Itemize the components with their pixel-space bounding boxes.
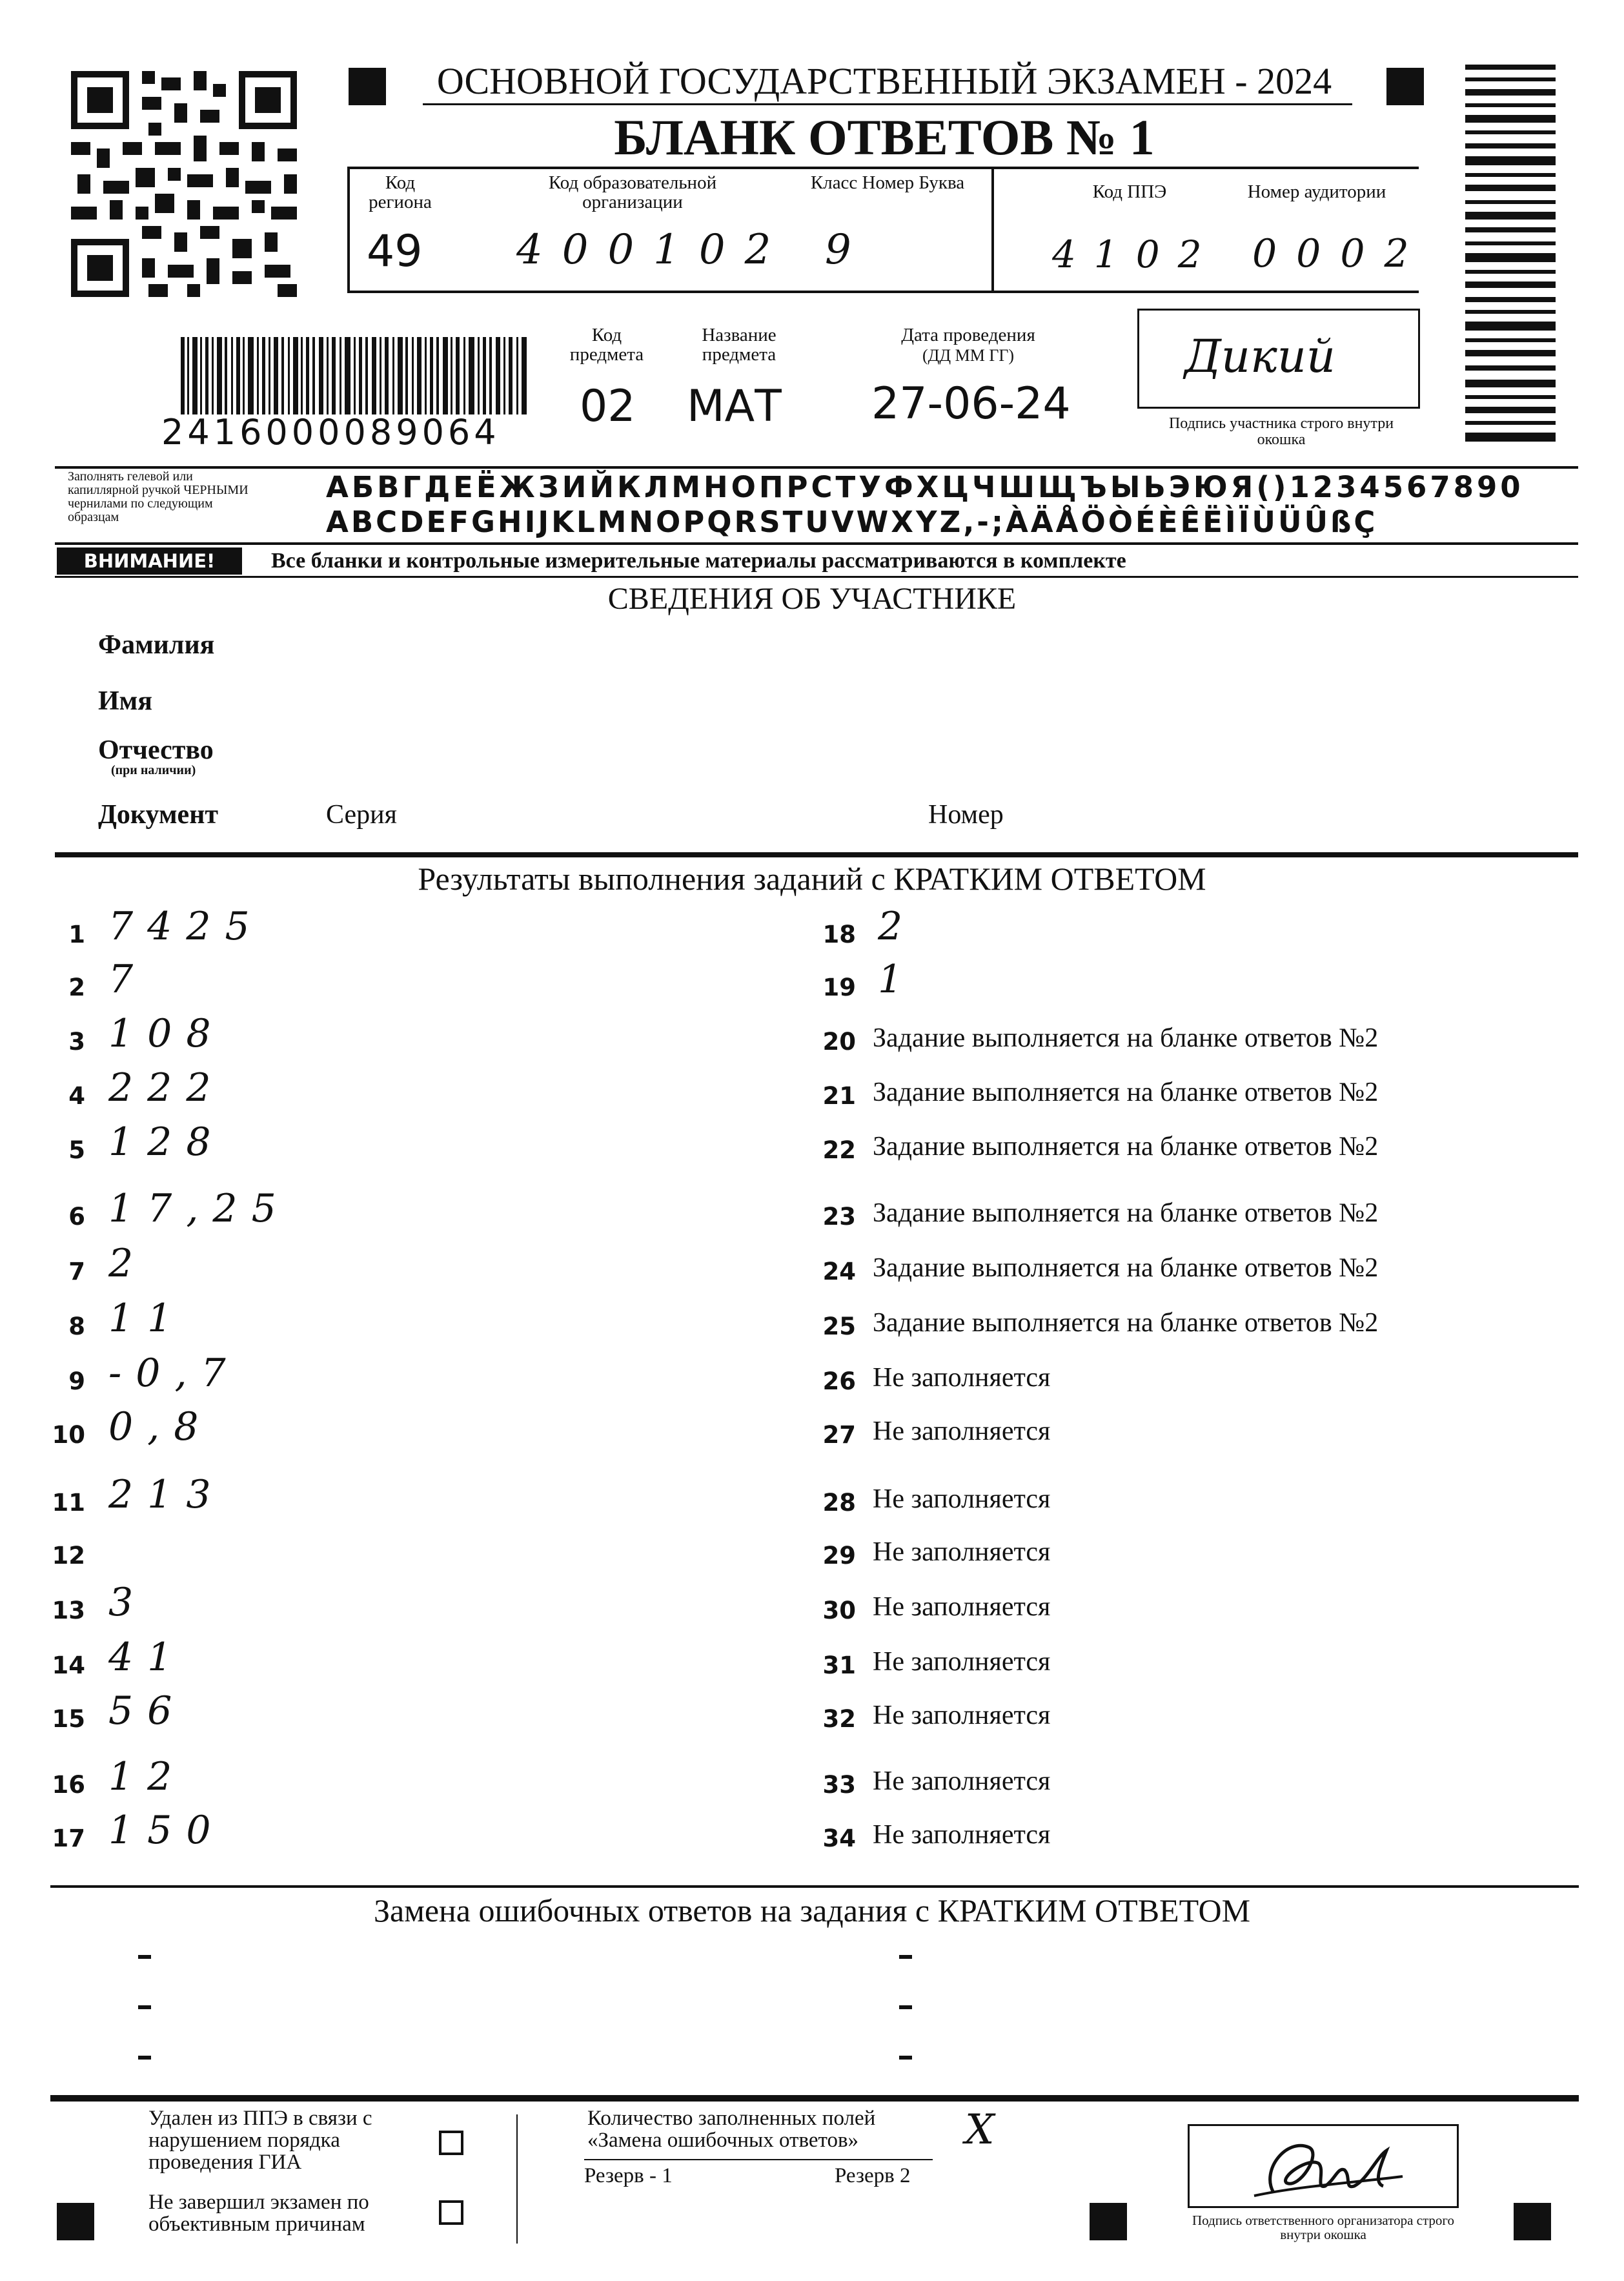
date-label: Дата проведения xyxy=(901,325,1035,345)
answer-field[interactable]: 0,8 xyxy=(108,1404,213,1449)
task-status-text: Задание выполняется на бланке ответов №2 xyxy=(873,1198,1379,1228)
task-number: 21 xyxy=(822,1082,856,1110)
attention-text: Все бланки и контрольные измерительные материалы рассматриваются в комплекте xyxy=(271,549,1126,573)
task-number: 25 xyxy=(822,1313,856,1340)
date-format-label: (ДД ММ ГГ) xyxy=(922,346,1015,365)
task-number: 32 xyxy=(822,1705,856,1733)
task-number: 26 xyxy=(822,1367,856,1395)
corner-marker xyxy=(1514,2203,1551,2240)
reserve-1-label: Резерв - 1 xyxy=(584,2164,673,2187)
task-number: 6 xyxy=(68,1203,85,1231)
answer-field[interactable]: 11 xyxy=(108,1296,187,1341)
subject-code-label: Код предмета xyxy=(569,325,644,365)
org-code-value: 400102 xyxy=(516,226,791,274)
answer-field[interactable]: 12 xyxy=(108,1754,187,1799)
class-value: 9 xyxy=(825,226,851,274)
participant-section-title: СВЕДЕНИЯ ОБ УЧАСТНИКЕ xyxy=(607,582,1017,616)
task-number: 27 xyxy=(822,1421,856,1449)
form-title: БЛАНК ОТВЕТОВ № 1 xyxy=(614,109,1155,165)
task-number: 18 xyxy=(822,921,856,948)
divider xyxy=(991,167,994,293)
divider xyxy=(50,2095,1579,2102)
fill-instruction: Заполнять гелевой или капиллярной ручкой ЧЕРНЫМИ чернилами по следующим образцам xyxy=(68,469,249,524)
task-number: 34 xyxy=(822,1825,856,1852)
task-status-text: Не заполняется xyxy=(873,1363,1051,1393)
task-number: 23 xyxy=(822,1203,856,1231)
task-status-text: Не заполняется xyxy=(873,1484,1051,1514)
qr-code-icon xyxy=(65,65,303,303)
answer-field[interactable]: 108 xyxy=(108,1011,225,1056)
answer-field[interactable]: 150 xyxy=(108,1808,225,1853)
answer-field[interactable]: 7 xyxy=(108,957,148,1002)
task-number: 11 xyxy=(52,1489,85,1517)
task-status-text: Задание выполняется на бланке ответов №2 xyxy=(873,1253,1379,1283)
divider xyxy=(55,466,1578,469)
task-number: 7 xyxy=(68,1258,85,1285)
answer-field[interactable]: 213 xyxy=(108,1472,225,1517)
answer-field[interactable]: 222 xyxy=(108,1065,225,1110)
room-number-label: Номер аудитории xyxy=(1247,181,1386,202)
answer-field[interactable]: 56 xyxy=(108,1688,187,1734)
answer-field[interactable]: 1 xyxy=(878,957,917,1002)
task-status-text: Не заполняется xyxy=(873,1537,1051,1567)
organizer-signature-icon xyxy=(1248,2131,1416,2205)
removed-checkbox[interactable] xyxy=(439,2131,463,2155)
subject-name-value: МАТ xyxy=(687,381,782,432)
document-series-label: Серия xyxy=(326,800,397,830)
exam-date-value: 27-06-24 xyxy=(871,378,1071,429)
first-name-label: Имя xyxy=(98,686,152,716)
answer-field[interactable]: 2 xyxy=(108,1241,148,1286)
participant-signature-box[interactable] xyxy=(1137,309,1420,409)
room-number-value: 0002 xyxy=(1252,231,1428,276)
replacement-title: Замена ошибочных ответов на задания с КРАТКИМ ОТВЕТОМ xyxy=(373,1892,1251,1928)
divider xyxy=(423,103,1352,105)
patronymic-note: (при наличии) xyxy=(111,763,196,777)
replaced-count-value: X xyxy=(965,2106,995,2154)
task-number: 1 xyxy=(68,921,85,948)
replacement-field[interactable] xyxy=(899,2056,912,2060)
replaced-count-label: Количество заполненных полей «Замена ошибочных ответов» xyxy=(587,2107,876,2152)
side-barcode-icon xyxy=(1465,65,1556,452)
task-number: 15 xyxy=(52,1705,85,1733)
divider xyxy=(55,542,1578,545)
region-code-value: 49 xyxy=(367,226,423,277)
sample-row-cyrillic: АБВГДЕЁЖЗИЙКЛМНОПРСТУФХЦЧШЩЪЫЬЭЮЯ()1234567890 xyxy=(326,470,1524,504)
class-label: Класс Номер Буква xyxy=(810,172,965,193)
org-code-label: Код образовательной организации xyxy=(548,172,717,212)
signature-caption: Подпись участника строго внутри окошка xyxy=(1168,415,1394,448)
region-code-label: Код региона xyxy=(369,172,432,212)
task-number: 29 xyxy=(822,1542,856,1570)
answer-field[interactable]: 3 xyxy=(108,1580,148,1625)
answer-field[interactable]: -0,7 xyxy=(108,1351,240,1396)
exam-title: ОСНОВНОЙ ГОСУДАРСТВЕННЫЙ ЭКЗАМЕН - 2024 xyxy=(436,60,1332,102)
divider xyxy=(347,167,350,293)
task-status-text: Не заполняется xyxy=(873,1766,1051,1796)
participant-signature: Дикий xyxy=(1184,330,1335,383)
divider xyxy=(50,1885,1579,1888)
task-number: 20 xyxy=(822,1028,856,1056)
answer-field[interactable]: 17,25 xyxy=(108,1186,290,1231)
replacement-field[interactable] xyxy=(899,1955,912,1959)
task-number: 5 xyxy=(68,1136,85,1164)
ppe-code-label: Код ППЭ xyxy=(1092,181,1167,202)
organizer-signature-caption: Подпись ответственного организатора строго внутри окошка xyxy=(1192,2213,1455,2242)
divider xyxy=(516,2114,518,2244)
subject-code-value: 02 xyxy=(580,381,636,432)
task-number: 22 xyxy=(822,1136,856,1164)
task-status-text: Задание выполняется на бланке ответов №2 xyxy=(873,1132,1379,1161)
task-number: 31 xyxy=(822,1652,856,1679)
divider xyxy=(55,852,1578,857)
task-number: 24 xyxy=(822,1258,856,1285)
answer-field[interactable]: 128 xyxy=(108,1120,225,1165)
replacement-field[interactable] xyxy=(138,1955,151,1959)
task-status-text: Не заполняется xyxy=(873,1592,1051,1622)
task-status-text: Не заполняется xyxy=(873,1820,1051,1850)
surname-label: Фамилия xyxy=(98,630,215,660)
reserve-2-label: Резерв 2 xyxy=(835,2164,911,2187)
task-status-text: Не заполняется xyxy=(873,1647,1051,1677)
task-number: 10 xyxy=(52,1421,85,1449)
divider xyxy=(584,2159,933,2160)
task-status-text: Задание выполняется на бланке ответов №2 xyxy=(873,1023,1379,1053)
task-number: 14 xyxy=(52,1652,85,1679)
corner-marker xyxy=(349,68,386,105)
answer-field[interactable]: 7425 xyxy=(108,904,264,949)
task-status-text: Задание выполняется на бланке ответов №2 xyxy=(873,1078,1379,1107)
task-number: 2 xyxy=(68,974,85,1001)
corner-marker xyxy=(1090,2203,1127,2240)
task-number: 16 xyxy=(52,1771,85,1799)
task-number: 4 xyxy=(68,1082,85,1110)
task-number: 9 xyxy=(68,1367,85,1395)
document-number-label: Номер xyxy=(928,800,1004,830)
task-number: 13 xyxy=(52,1597,85,1624)
corner-marker xyxy=(57,2203,94,2240)
task-number: 33 xyxy=(822,1771,856,1799)
replacement-field[interactable] xyxy=(899,2005,912,2009)
divider xyxy=(55,576,1578,578)
task-number: 3 xyxy=(68,1028,85,1056)
removed-label: Удален из ППЭ в связи с нарушением порядка проведения ГИА xyxy=(148,2107,372,2174)
form-barcode-icon xyxy=(181,337,542,414)
sample-row-latin: ABCDEFGHIJKLMNOPQRSTUVWXYZ,-;ÀÄÅÖÒÉÈÊËÌÏÙÜÛßÇ xyxy=(326,505,1378,539)
task-number: 17 xyxy=(52,1825,85,1852)
not-completed-label: Не завершил экзамен по объективным причинам xyxy=(148,2191,369,2236)
task-status-text: Задание выполняется на бланке ответов №2 xyxy=(873,1308,1379,1338)
divider xyxy=(347,167,1419,169)
patronymic-label: Отчество xyxy=(98,735,214,765)
document-label: Документ xyxy=(98,800,219,830)
replacement-field[interactable] xyxy=(138,2056,151,2060)
divider xyxy=(347,291,1419,293)
task-number: 30 xyxy=(822,1597,856,1624)
attention-badge: ВНИМАНИЕ! xyxy=(57,547,242,575)
task-number: 8 xyxy=(68,1313,85,1340)
replacement-field[interactable] xyxy=(138,2005,151,2009)
task-number: 12 xyxy=(52,1542,85,1570)
ppe-code-value: 4102 xyxy=(1052,232,1220,276)
barcode-number: 2416000089064 xyxy=(161,412,500,453)
task-number: 19 xyxy=(822,974,856,1001)
answer-field[interactable]: 2 xyxy=(878,904,917,949)
results-title: Результаты выполнения заданий с КРАТКИМ ОТВЕТОМ xyxy=(418,861,1206,897)
task-number: 28 xyxy=(822,1489,856,1517)
answer-field[interactable]: 41 xyxy=(108,1635,187,1680)
organizer-signature-box[interactable] xyxy=(1188,2124,1459,2208)
task-status-text: Не заполняется xyxy=(873,1417,1051,1446)
corner-marker xyxy=(1386,68,1424,105)
subject-name-label: Название предмета xyxy=(702,325,776,365)
task-status-text: Не заполняется xyxy=(873,1701,1051,1730)
not-completed-checkbox[interactable] xyxy=(439,2200,463,2225)
